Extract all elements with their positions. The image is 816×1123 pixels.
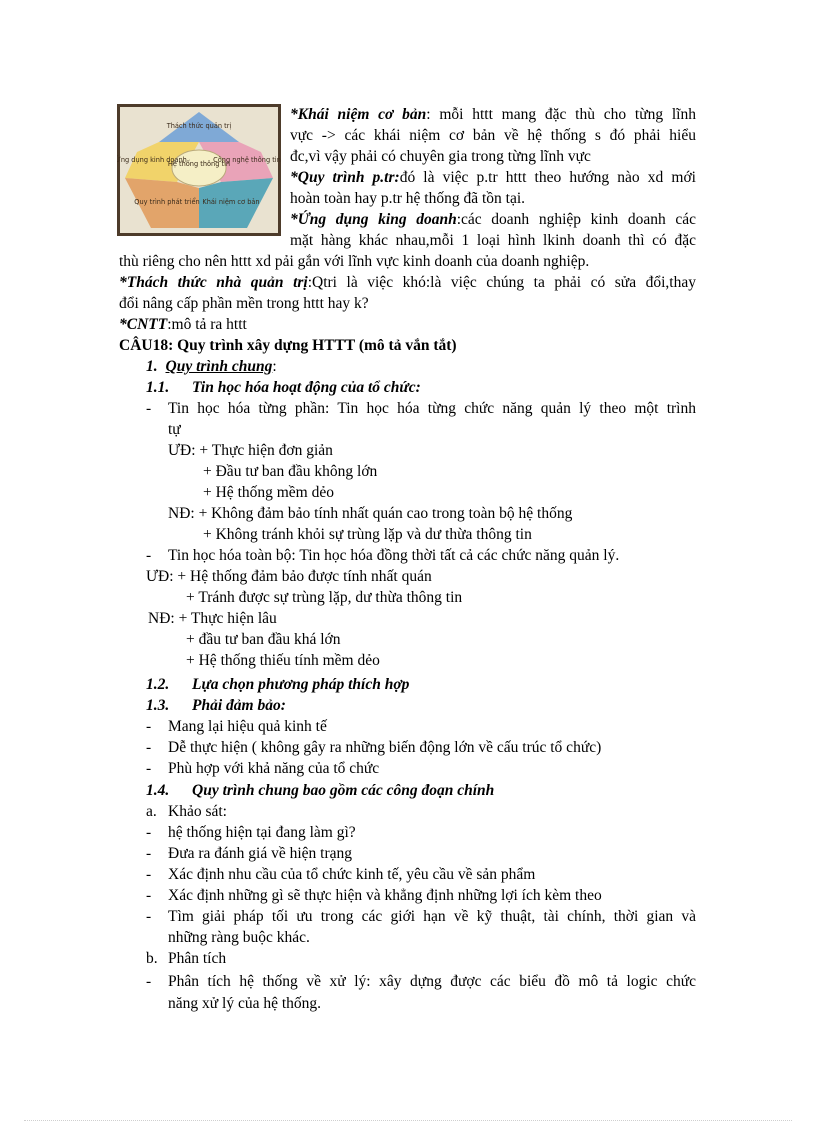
s11-nd1: NĐ: + Không đảm bảo tính nhất quán cao trong toàn bộ hệ thống <box>168 505 573 522</box>
s11-ud3: + Hệ thống mềm dẻo <box>203 484 334 501</box>
section-1-4-number: 1.4. <box>146 782 170 799</box>
s14-a2: Đưa ra đánh giá về hiện trạng <box>168 845 352 862</box>
s11-ud5: + Tránh được sự trùng lặp, dư thừa thông tin <box>186 589 463 606</box>
intro-p3-line3: thù riêng cho nên httt xd pải gắn với lĩnh vực kinh doanh của doanh nghiệp. <box>119 253 590 270</box>
s14-a5-line1: Tìm giải pháp tối ưu trong các giới hạn về kỹ thuật, tài chính, thời gian và <box>168 908 696 925</box>
s11-item-b: Tin học hóa toàn bộ: Tin học hóa đồng thời tất cả các chức năng quản lý. <box>168 547 620 564</box>
diagram-label-left: Ứng dụng kinh doanh <box>117 156 187 164</box>
s11-item-a-line2: tự <box>168 421 181 438</box>
s13-item-3: Phù hợp với khả năng của tổ chức <box>168 760 380 777</box>
question-heading: CÂU18: Quy trình xây dựng HTTT (mô tả vắn tắt) <box>119 337 457 354</box>
bullet-dash: - <box>146 845 152 862</box>
intro-p2-line1: *Quy trình p.tr:đó là việc p.tr httt theo hướng nào xd mới <box>290 169 696 186</box>
bullet-dash: - <box>146 908 152 925</box>
section-1-2-title: Lựa chọn phương pháp thích hợp <box>192 676 410 693</box>
s11-ud2: + Đầu tư ban đầu không lớn <box>203 463 378 480</box>
diagram-label-center: Hệ thống thông tin <box>167 160 231 168</box>
intro-p3-line2: mặt hàng khác nhau,mỗi 1 loại hình lkinh doanh thì có đặc <box>290 232 696 249</box>
s11-ud1: ƯĐ: + Thực hiện đơn giản <box>168 442 333 459</box>
s14-b-title: Phân tích <box>168 950 227 967</box>
bullet-dash: - <box>146 760 152 777</box>
pentagon-diagram <box>117 104 281 236</box>
diagram-label-bottom-right: Khái niệm cơ bản <box>202 198 260 206</box>
intro-p5-line1: *CNTT:mô tả ra httt <box>119 316 247 333</box>
bullet-dash: - <box>146 887 152 904</box>
section-1-3-title: Phải đảm bảo: <box>192 697 286 714</box>
bullet-dash: - <box>146 718 152 735</box>
s14-a4: Xác định những gì sẽ thực hiện và khẳng định những lợi ích kèm theo <box>168 887 602 904</box>
intro-p4-line2: đổi nâng cấp phần mền trong httt hay k? <box>119 295 369 312</box>
bullet-dash: - <box>146 824 152 841</box>
s11-item-a-line1: Tin học hóa từng phần: Tin học hóa từng chức năng quản lý theo một trình <box>168 400 696 417</box>
s14-a-label: a. <box>146 803 157 820</box>
intro-p1-line1: *Khái niệm cơ bản: mỗi httt mang đặc thù cho từng lĩnh <box>290 106 696 123</box>
section-1-1-number: 1.1. <box>146 379 170 396</box>
bullet-dash: - <box>146 866 152 883</box>
page-bottom-rule <box>24 1120 792 1121</box>
s11-ud4: ƯĐ: + Hệ thống đảm bảo được tính nhất quán <box>146 568 432 585</box>
intro-p4-line1: *Thách thức nhà quản trị:Qtri là việc khó:là việc chúng ta phải có sửa đổi,thay <box>119 274 696 291</box>
section-1-3-number: 1.3. <box>146 697 170 714</box>
bullet-dash: - <box>146 739 152 756</box>
s13-item-1: Mang lại hiệu quả kinh tế <box>168 718 327 735</box>
diagram-label-right: Công nghệ thông tin <box>213 156 281 164</box>
diagram-label-top: Thách thức quản trị <box>166 122 232 130</box>
s14-a5-line2: những ràng buộc khác. <box>168 929 310 946</box>
intro-p1-line2: vực -> các khái niệm cơ bản về hệ thống s đó phải hiểu <box>290 127 696 144</box>
intro-p1-line3: đc,vì vậy phải có chuyên gia trong từng lĩnh vực <box>290 148 591 165</box>
s14-a-title: Khảo sát: <box>168 803 227 820</box>
section-1-2-number: 1.2. <box>146 676 170 693</box>
s14-b1-line2: năng xử lý của hệ thống. <box>168 995 322 1012</box>
s14-b1-line1: Phân tích hệ thống về xử lý: xây dựng được các biểu đồ mô tả logic chức <box>168 973 696 990</box>
s11-nd3: NĐ: + Thực hiện lâu <box>148 610 277 627</box>
bullet-dash: - <box>146 973 152 990</box>
intro-p3-line1: *Ứng dụng king doanh:các doanh nghiệp kinh doanh các <box>290 211 696 228</box>
s11-nd5: + Hệ thống thiếu tính mềm dẻo <box>186 652 380 669</box>
bullet-dash: - <box>146 400 152 417</box>
s11-nd4: + đầu tư ban đầu khá lớn <box>186 631 341 648</box>
diagram-label-bottom-left: Quy trình phát triển <box>134 198 200 206</box>
bullet-dash: - <box>146 547 152 564</box>
s11-nd2: + Không tránh khỏi sự trùng lặp và dư thừa thông tin <box>203 526 532 543</box>
s14-b-label: b. <box>146 950 158 967</box>
section-1-4-title: Quy trình chung bao gồm các công đoạn chính <box>192 782 495 799</box>
section-1-heading: 1. Quy trình chung: <box>146 358 277 375</box>
s14-a1: hệ thống hiện tại đang làm gì? <box>168 824 356 841</box>
s13-item-2: Dễ thực hiện ( không gây ra những biến động lớn về cấu trúc tổ chức) <box>168 739 602 756</box>
section-1-1-title: Tin học hóa hoạt động của tổ chức: <box>192 379 421 396</box>
s14-a3: Xác định nhu cầu của tổ chức kinh tế, yêu cầu về sản phẩm <box>168 866 536 883</box>
intro-p2-line2: hoàn toàn hay p.tr hệ thống đã tồn tại. <box>290 190 526 207</box>
